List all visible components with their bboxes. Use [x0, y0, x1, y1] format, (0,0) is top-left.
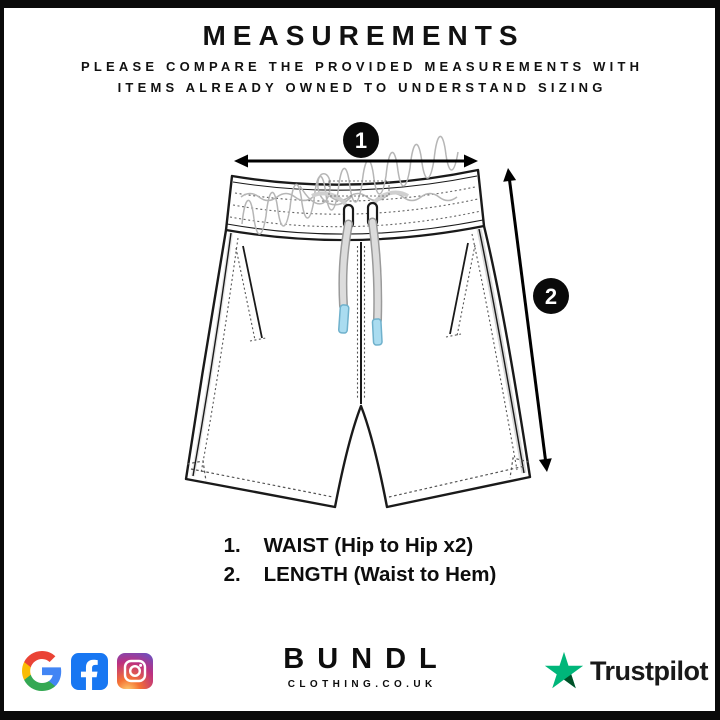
legend-item-length	[224, 563, 497, 587]
marker-1-badge	[343, 122, 379, 158]
subtitle-line-1: PLEASE COMPARE THE PROVIDED MEASUREMENTS WITH	[81, 59, 644, 74]
legend-label-length: LENGTH (Waist to Hem)	[263, 563, 497, 586]
page-subtitle	[0, 56, 720, 98]
brand-name: BUNDL	[283, 643, 450, 675]
right-drawstring-tip	[372, 319, 382, 345]
marker-2-number: 2	[544, 284, 558, 309]
trustpilot-star-icon	[542, 649, 586, 693]
legend-number-2: 2.	[223, 563, 241, 586]
shorts-measurement-diagram	[0, 112, 720, 530]
trustpilot-logo	[542, 649, 708, 693]
marker-2-badge	[533, 278, 569, 314]
measurement-legend	[0, 534, 720, 587]
page-title: MEASUREMENTS	[202, 20, 525, 51]
trustpilot-wordmark: Trustpilot	[590, 655, 708, 686]
marker-1-number: 1	[354, 128, 368, 153]
brand-domain: CLOTHING.CO.UK	[287, 679, 437, 690]
left-drawstring-tip	[339, 305, 349, 334]
legend-item-waist	[224, 534, 497, 558]
shorts-drawing	[186, 136, 530, 507]
legend-number-1: 1.	[223, 534, 241, 557]
subtitle-line-2: ITEMS ALREADY OWNED TO UNDERSTAND SIZING	[117, 80, 607, 95]
legend-label-waist: WAIST (Hip to Hip x2)	[263, 534, 474, 557]
